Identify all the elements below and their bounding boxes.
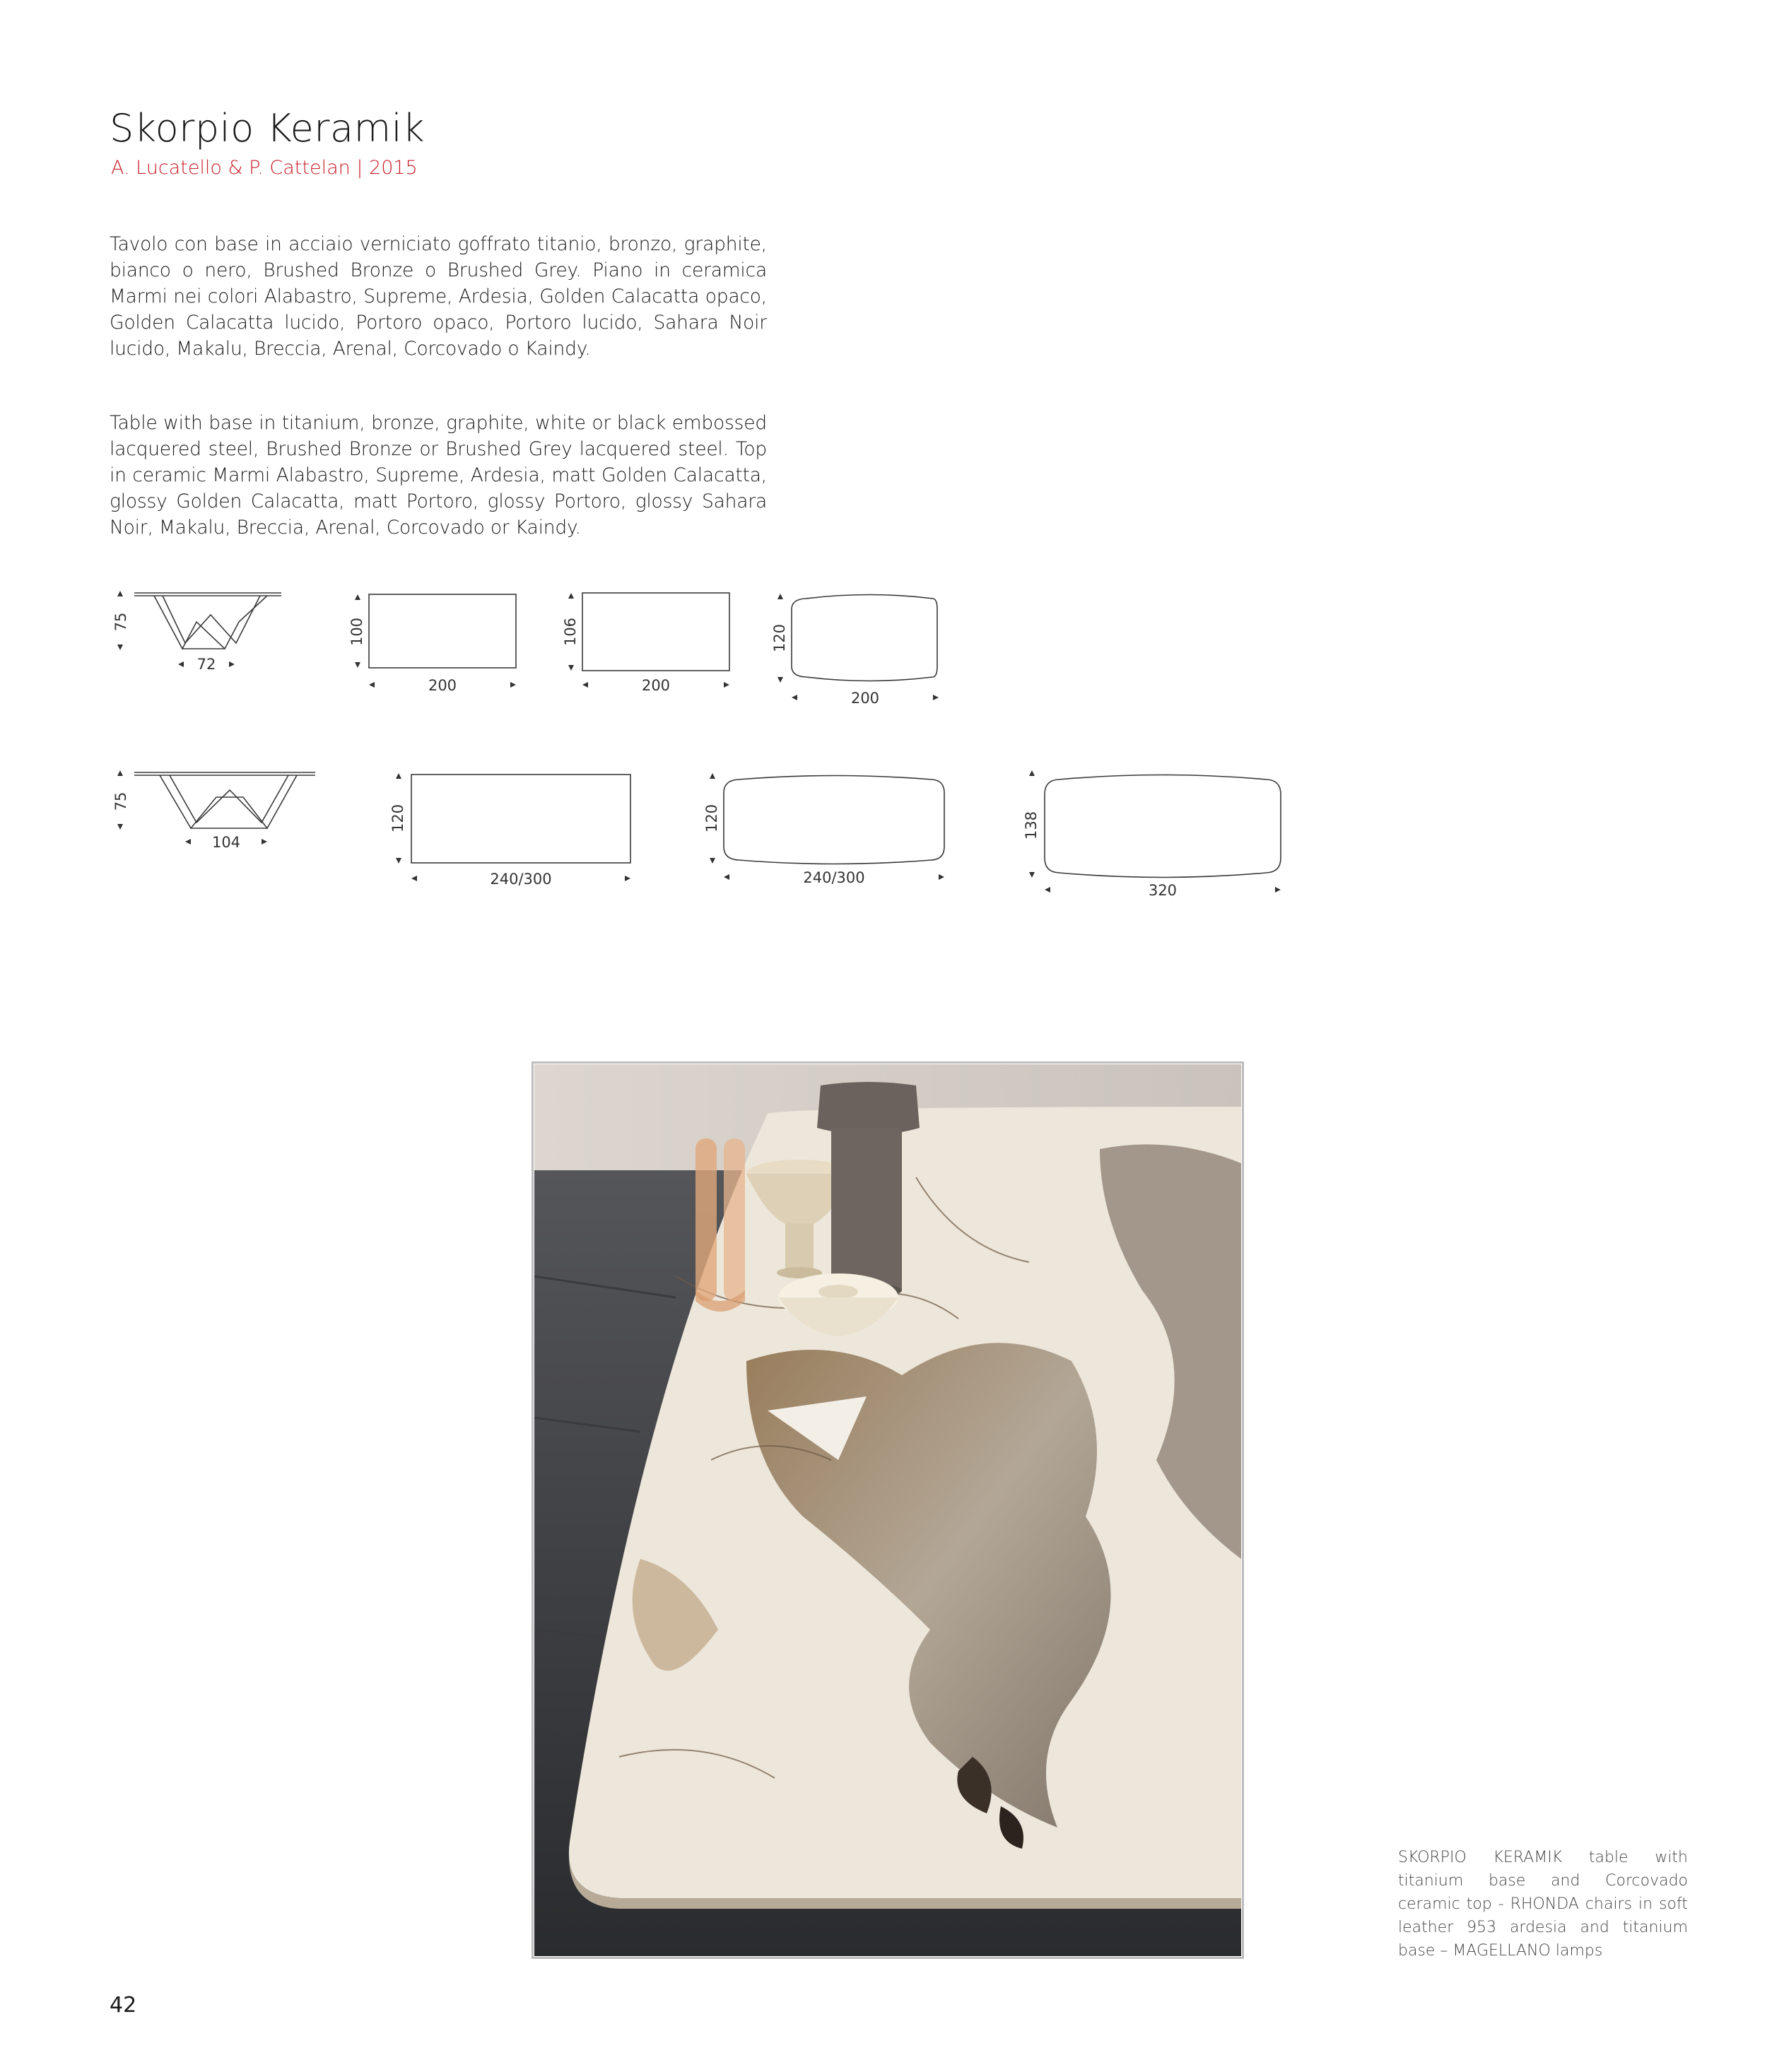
description-english: Table with base in titanium, bronze, graphite, white or black embossed lacquered steel, Brushed Bronze or Brushed Grey lacquered steel. Top in ceramic Marmi Alabastro, Supreme, Ardesia, matt Golden Calacatta, glossy Golden Calacatta, matt Portoro, glossy Portoro, glossy Sahara Noir, Makalu, Breccia, Arenal, Corcovado or Kaindy. xyxy=(110,412,767,538)
page-number: 42 xyxy=(110,1993,137,2018)
side2-height-label: 75 xyxy=(112,791,129,811)
barrel-length-label: 200 xyxy=(850,690,880,707)
plan-rect-200x100 xyxy=(348,594,516,694)
side2-width-label: 104 xyxy=(211,834,241,851)
rect2-depth-label: 106 xyxy=(562,617,579,647)
barrel1-length-label: 240/300 xyxy=(803,869,865,886)
side-width-label: 72 xyxy=(196,656,216,673)
rect2-length-label: 200 xyxy=(641,677,671,694)
barrel2-depth-label: 138 xyxy=(1023,811,1040,840)
description-italian: Tavolo con base in acciaio verniciato goffrato titanio, bronzo, graphite, bianco o nero, Brushed Bronze o Brushed Grey. Piano in ceramica Marmi nei colori Alabastro, Supreme, Ardesia, Golden Calacatta opaco, Golden Calacatta lucido, Portoro opaco, Portoro lucido, Sahara Noir lucido, Makalu, Breccia, Arenal, Corcovado o Kaindy. xyxy=(110,233,767,360)
barrel-depth-label: 120 xyxy=(771,623,788,653)
rect3-length-label: 240/300 xyxy=(490,871,552,888)
designer-credit: A. Lucatello & P. Cattelan | 2015 xyxy=(111,157,418,179)
plan-rect-200x106 xyxy=(562,593,729,694)
plan-barrel-320x138 xyxy=(1023,770,1281,899)
product-title: Skorpio Keramik xyxy=(110,106,425,151)
barrel1-depth-label: 120 xyxy=(703,804,720,833)
rect1-length-label: 200 xyxy=(428,677,457,694)
side-height-label: 75 xyxy=(112,612,129,632)
plan-barrel-200x120 xyxy=(771,594,939,707)
rect3-depth-label: 120 xyxy=(389,804,406,833)
plan-rect-240x120 xyxy=(389,773,630,888)
product-photo xyxy=(534,1064,1241,1956)
barrel2-length-label: 320 xyxy=(1148,882,1178,899)
rect1-depth-label: 100 xyxy=(348,617,365,647)
plan-barrel-240x120 xyxy=(703,773,944,886)
side-view-small xyxy=(112,591,281,673)
photo-caption: SKORPIO KERAMIK table with titanium base and Corcovado ceramic top - RHONDA chairs in soft leather 953 ardesia and titanium base – MAGELLANO lamps xyxy=(1398,1849,1688,1960)
side-view-large xyxy=(112,770,315,851)
marble-table-illustration xyxy=(534,1064,1241,1956)
